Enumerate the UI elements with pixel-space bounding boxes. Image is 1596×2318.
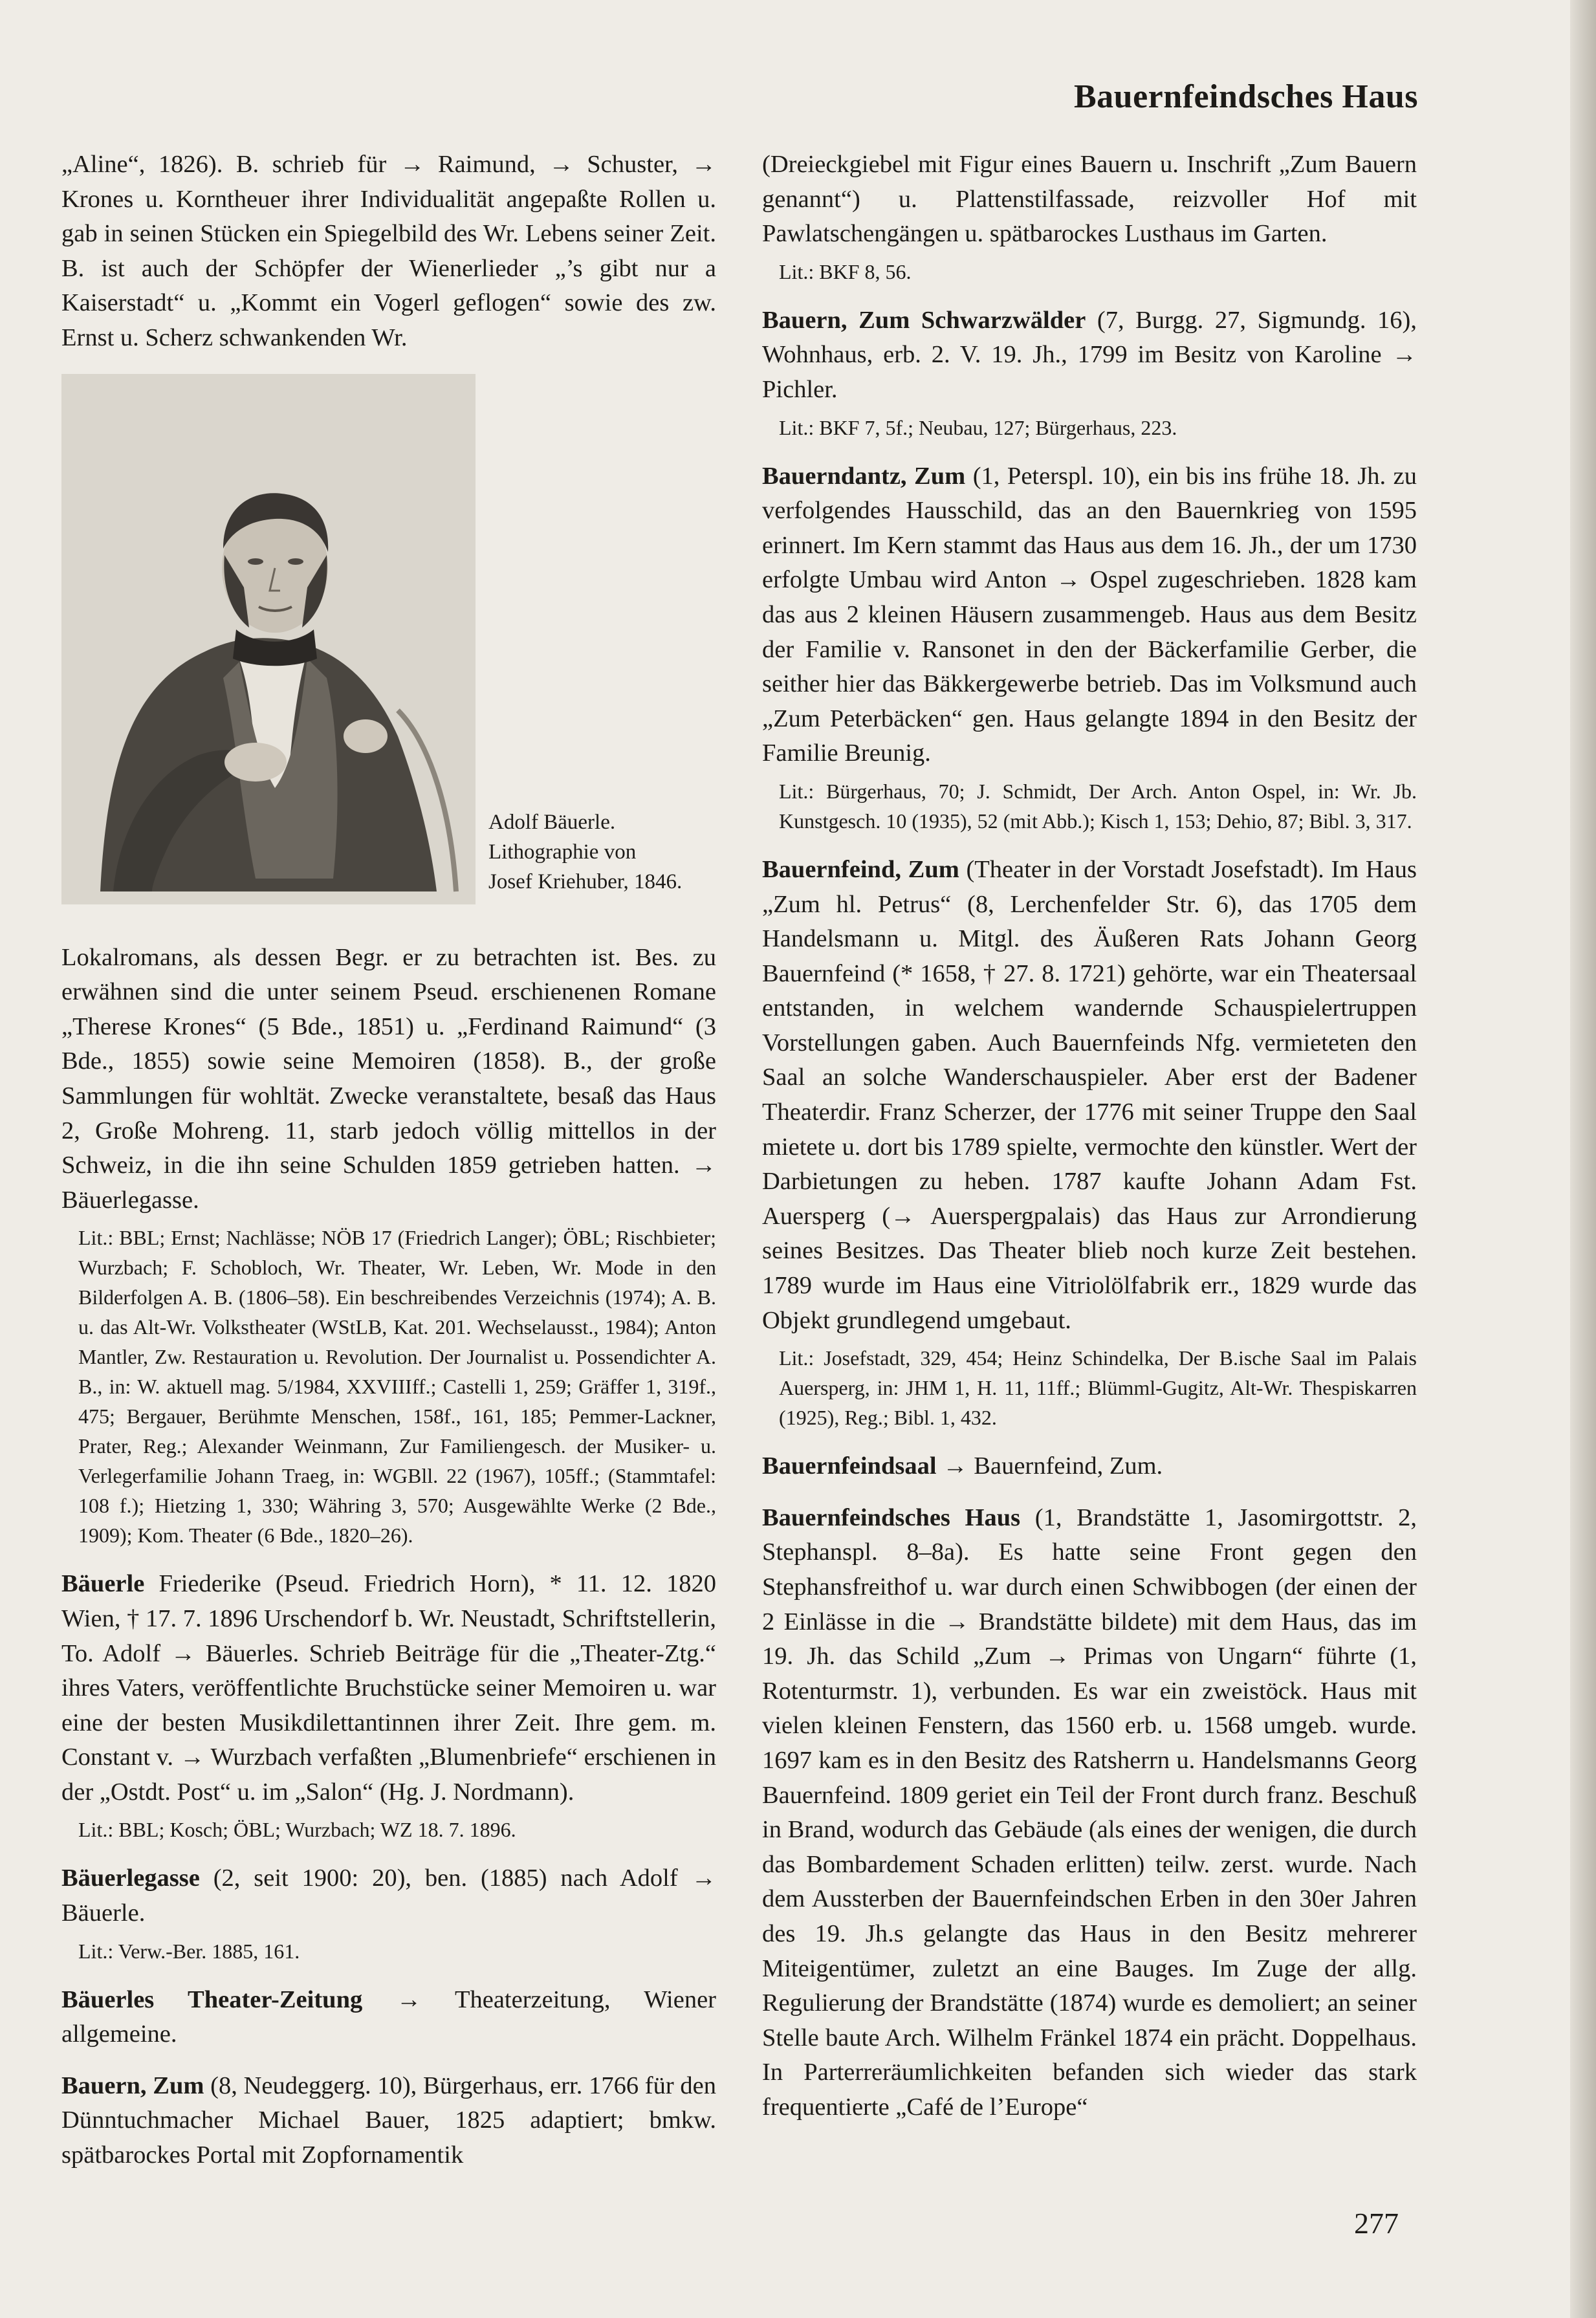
caption-line: Lithographie von [488, 840, 637, 864]
entry-bauern-zum [61, 2069, 716, 2173]
left-intro-paragraph: „Aline“, 1826). B. schrieb für → Raimund, → Schuster, → Krones u. Korntheuer ihrer Individualität angepaßte Rollen u. gab in seinen Stücken ein Spiegelbild des Wr. Lebens seiner Zeit. B. ist auch der Schöpfer der Wienerlieder „’s gibt nur a Kaiserstadt“ u. „Kommt ein Vogerl geflogen“ sowie des zw. Ernst u. Scherz schwankenden Wr. [61, 151, 716, 351]
entry-text: (1, Brandstätte 1, Jasomirgottstr. 2, Stephanspl. 8–8a). Es hatte seine Front gegen den Stephansfreithof u. war durch einen Schwibbogen (der einen der 2 Einlässe in die → Brandstätte bildete) mit dem Haus, das im 19. Jh. das Schild „Zum → Primas von Ungarn“ führte (1, Rotenturmstr. 1), verbunden. Es war ein zweistöck. Haus mit vielen kleinen Fenstern, das 1560 erb. u. 1568 umgeb. wurde. 1697 kam es in den Besitz des Ratsherrn u. Handelsmanns Georg Bauernfeind. 1809 geriet ein Teil der Front durch franz. Beschuß in Brand, wodurch das Gebäude (als eines der wenigen, die durch das Bombardement Schaden erlitten) teilw. zerst. wurde. Nach dem Aussterben der Bauernfeindschen Erben in den 30er Jahren des 19. Jh.s gelangte das Haus in den Besitz mehrerer Miteigentümer, zuletzt an eine Bauges. Im Zuge der allg. Regulierung der Brandstätte (1874) wurde es demoliert; an seiner Stelle baute Arch. Wilhelm Fränkel 1874 ein prächt. Doppelhaus. In Parterreräumlichkeiten befanden sich wieder das stark frequentierte „Café de l’Europe“ [762, 1503, 1417, 2121]
entry-text: (2, seit 1900: 20), ben. (1885) nach Adolf → Bäuerle. [61, 1864, 716, 1927]
entry-text: Friederike (Pseud. Friedrich Horn), * 11. 12. 1820 Wien, † 17. 7. 1896 Urschendorf b. Wr. Neustadt, Schriftstellerin, To. Adolf → Bäuerles. Schrieb Beiträge für die „Theater-Ztg.“ ihres Vaters, veröffentlichte Bruchstücke seiner Memoiren u. war eine der besten Musikdilettantinnen ihrer Zeit. Ihre gem. m. Constant v. → Wurzbach verfaßten „Blumenbriefe“ erschienen in der „Ostdt. Post“ u. im „Salon“ (Hg. J. Nordmann). [61, 1570, 716, 1806]
entry-headword: Bäuerle [61, 1570, 145, 1598]
entry-text: (1, Peterspl. 10), ein bis ins frühe 18. Jh. zu verfolgendes Hausschild, das an den Bauernkrieg von 1595 erinnert. Im Kern stammt das Haus aus dem 16. Jh., der um 1730 erfolgte Umbau wird Anton → Ospel zugeschrieben. 1828 kam das aus 2 kleinen Häusern zusammengeb. Haus aus dem Besitz der Familie v. Ransonet in den der Bäckerfamilie Gerber, die seither hier das Bäkkergewerbe betrieb. Das im Volksmund auch „Zum Peterbäcken“ gen. Haus gelangte 1894 in den Besitz der Familie Breunig. [762, 462, 1417, 767]
entry-headword: Bauerndantz, Zum [762, 462, 966, 490]
portrait-image [61, 374, 476, 904]
left-column [61, 148, 716, 2173]
entry-headword: Bauernfeindsches Haus [762, 1503, 1021, 1531]
entry-bauernfeindsches-haus [762, 1501, 1417, 2125]
entry-bauern-zum-schwarzwaelder [762, 303, 1417, 408]
portrait-figure [61, 374, 716, 924]
portrait-caption [488, 807, 682, 897]
entry-headword: Bauernfeind, Zum [762, 855, 959, 883]
entry-headword: Bauern, Zum Schwarzwälder [762, 306, 1086, 334]
entry-text: (8, Neudeggerg. 10), Bürgerhaus, err. 1766 für den Dünntuchmacher Michael Bauer, 1825 adaptiert; bmkw. spätbarockes Portal mit Zopfornamentik [61, 2072, 716, 2169]
literature-note: Lit.: BBL; Kosch; ÖBL; Wurzbach; WZ 18. 7. 1896. [78, 1818, 516, 1842]
running-head: Bauernfeindsches Haus [1073, 78, 1418, 115]
entry-bauernfeind-zum [762, 853, 1417, 1338]
literature-note: Lit.: BKF 8, 56. [779, 259, 912, 283]
portrait-lithograph-icon [61, 374, 476, 904]
entry-headword: Bauernfeindsaal [762, 1452, 937, 1480]
entry-baeuerlegasse [61, 1861, 716, 1930]
literature-note: Lit.: BKF 7, 5f.; Neubau, 127; Bürgerhaus, 223. [779, 415, 1177, 439]
literature-note: Lit.: Bürgerhaus, 70; J. Schmidt, Der Arch. Anton Ospel, in: Wr. Jb. Kunstgesch. 10 (1935), 52 (mit Abb.); Kisch 1, 153; Dehio, 87; Bibl. 3, 317. [779, 779, 1417, 833]
entry-text: → Bauernfeind, Zum. [936, 1452, 1163, 1480]
left-continuation-paragraph: Lokalromans, als dessen Begr. er zu betrachten ist. Bes. zu erwähnen sind die unter seinem Pseud. erschienenen Romane „Therese Krones“ (5 Bde., 1851) u. „Ferdinand Raimund“ (3 Bde., 1855) sowie seine Memoiren (1858). B., der große Sammlungen für wohltät. Zwecke veranstaltete, besaß das Haus 2, Große Mohreng. 11, starb jedoch völlig mittellos in der Schweiz, in die ihn seine Schulden 1859 getrieben hatten. → Bäuerlegasse. [61, 943, 716, 1214]
entry-bauerndantz-zum [762, 459, 1417, 771]
right-column [762, 148, 1417, 2125]
entry-text: (Theater in der Vorstadt Josefstadt). Im Haus „Zum hl. Petrus“ (8, Lerchenfelder Str. 6), das 1705 dem Handelsmann u. Mitgl. des Äußeren Rats Johann Georg Bauernfeind (* 1658, † 27. 8. 1721) gehörte, war ein Theatersaal entstanden, in welchem wandernde Schauspielertruppen Vorstellungen gaben. Auch Bauernfeinds Nfg. vermieteten den Saal an solche Wanderschauspieler. Aber erst der Badener Theaterdir. Franz Scherzer, der 1776 mit seiner Truppe den Saal mietete u. dort bis 1789 spielte, vermochte den künstler. Wert der Darbietungen zu heben. 1787 kaufte Johann Adam Fst. Auersperg (→ Auerspergpalais) das Haus zur Arrondierung seines Besitzes. Das Theater blieb noch kurze Zeit bestehen. 1789 wurde im Haus eine Vitriolölfabrik err., 1829 wurde das Objekt grundlegend umgebaut. [762, 855, 1417, 1334]
entry-text: → Theaterzeitung, Wiener allgemeine. [61, 1985, 716, 2048]
literature-note: Lit.: BBL; Ernst; Nachlässe; NÖB 17 (Friedrich Langer); ÖBL; Rischbieter; Wurzbach; F. Schobloch, Wr. Theater, Wr. Leben, Wr. Mode in den Bilderfolgen A. B. (1806–58). Ein beschreibendes Verzeichnis (1974); A. B. u. das Alt-Wr. Volkstheater (WStLB, Kat. 201. Wechselausst., 1984); Anton Mantler, Zw. Restauration u. Revolution. Der Journalist u. Possendichter A. B., in: W. aktuell mag. 5/1984, XXVIIIff.; Castelli 1, 259; Gräffer 1, 319f., 475; Bergauer, Berühmte Menschen, 158f., 161, 185; Pemmer-Lackner, Prater, Reg.; Alexander Weinmann, Zur Familiengesch. der Musiker- u. Verlegerfamilie Johann Traeg, in: WGBll. 22 (1967), 105ff.; (Stammtafel: 108 f.); Hietzing 1, 330; Währing 3, 570; Ausgewählte Werke (2 Bde., 1909); Kom. Theater (6 Bde., 1820–26). [78, 1226, 716, 1547]
entry-baeuerles-theater-zeitung [61, 1983, 716, 2052]
literature-note: Lit.: Josefstadt, 329, 454; Heinz Schindelka, Der B.ische Saal im Palais Auersperg, in: JHM 1, H. 11, 11ff.; Blümml-Gugitz, Alt-Wr. Thespiskarren (1925), Reg.; Bibl. 1, 432. [779, 1346, 1417, 1430]
entry-headword: Bäuerles Theater-Zeitung [61, 1985, 363, 2013]
caption-line: Adolf Bäuerle. [488, 810, 616, 834]
right-intro-paragraph: (Dreieckgiebel mit Figur eines Bauern u. Inschrift „Zum Bauern genannt“) u. Plattenstilfassade, reizvoller Hof mit Pawlatschengängen u. spätbarockes Lusthaus im Garten. [762, 151, 1417, 248]
literature-note: Lit.: Verw.-Ber. 1885, 161. [78, 1939, 300, 1963]
page-number: 277 [1354, 2207, 1399, 2240]
entry-headword: Bauern, Zum [61, 2072, 204, 2099]
entry-bauernfeindsaal [762, 1449, 1417, 1484]
page-edge [1570, 0, 1596, 2318]
entry-baeuerle-friederike [61, 1567, 716, 1810]
entry-headword: Bäuerlegasse [61, 1864, 200, 1892]
entry-text: (7, Burgg. 27, Sigmundg. 16), Wohnhaus, erb. 2. V. 19. Jh., 1799 im Besitz von Karoline → Pichler. [762, 306, 1417, 403]
caption-line: Josef Kriehuber, 1846. [488, 869, 683, 893]
